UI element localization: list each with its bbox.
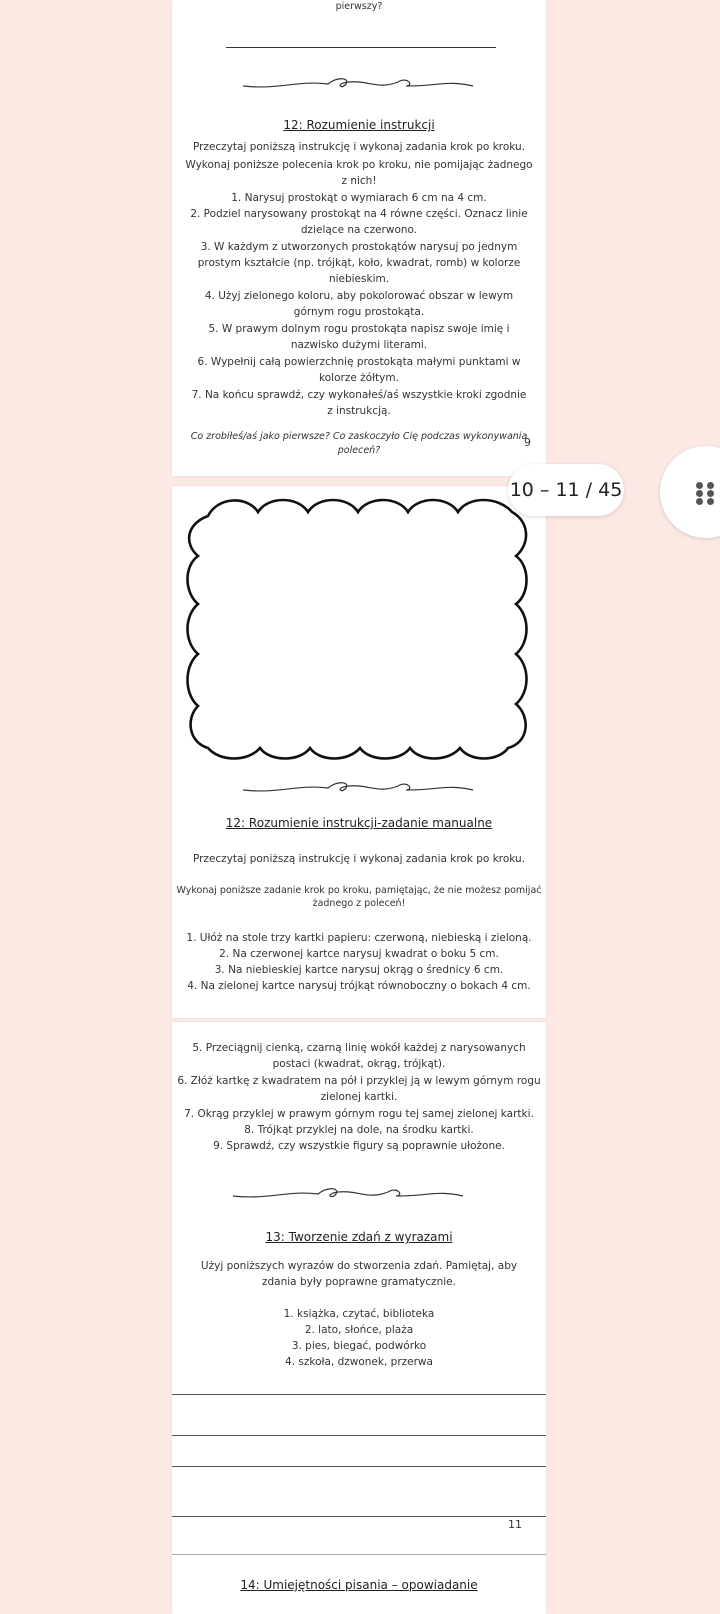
word-set-2: 2. lato, słońce, plaża: [304, 1324, 414, 1336]
step-2: 2. Podziel narysowany prostokąt na 4 równe części. Oznacz linie: [190, 208, 528, 220]
page-11: [172, 486, 546, 1018]
page-indicator-label: 10 – 11 / 45: [509, 479, 623, 501]
decorative-divider: [228, 1182, 468, 1206]
writing-line: [172, 1394, 546, 1395]
manual-step-1: 1. Ułóż na stole trzy kartki papieru: czerwoną, niebieską i zieloną.: [186, 932, 532, 944]
manual-step-8: 8. Trójkąt przyklej na dole, na środku kartki.: [244, 1124, 474, 1136]
page-number: 11: [508, 1518, 522, 1531]
page-indicator: [508, 464, 624, 516]
instruction-intro: Przeczytaj poniższą instrukcję i wykonaj zadania krok po kroku.: [192, 141, 526, 153]
word-set-1: 1. książka, czytać, biblioteka: [283, 1308, 435, 1320]
page-separator: [172, 1554, 546, 1555]
step-3: 3. W każdym z utworzonych prostokątów narysuj po jednym: [200, 241, 518, 253]
instruction-note: Wykonaj poniższe zadanie krok po kroku, pamiętając, że nie możesz pomijać: [176, 885, 542, 896]
section-heading: 12: Rozumienie instrukcji: [283, 118, 435, 132]
manual-step-7: 7. Okrąg przyklej w prawym górnym rogu tej samej zielonej kartki.: [184, 1108, 534, 1120]
step-6-cont: kolorze żółtym.: [319, 372, 399, 384]
instruction-intro: Przeczytaj poniższą instrukcję i wykonaj zadania krok po kroku.: [192, 853, 526, 865]
cloud-frame: [178, 494, 532, 764]
step-4: 4. Użyj zielonego koloru, aby pokolorować obszar w lewym: [204, 290, 514, 302]
grid-dots-icon: [696, 482, 718, 504]
manual-step-4: 4. Na zielonej kartce narysuj trójkąt równoboczny o bokach 4 cm.: [187, 980, 531, 992]
word-set-3: 3. pies, biegać, podwórko: [291, 1340, 427, 1352]
task-intro-cont: zdania były poprawne gramatycznie.: [262, 1276, 456, 1288]
step-5: 5. W prawym dolnym rogu prostokąta napisz swoje imię i: [208, 323, 510, 335]
step-2-cont: dzielące na czerwono.: [300, 224, 418, 236]
manual-step-5: 5. Przeciągnij cienką, czarną linię wokół każdej z narysowanych: [192, 1042, 526, 1054]
reflection-question: Co zrobiłeś/aś jako pierwsze? Co zaskoczyło Cię podczas wykonywania: [190, 431, 528, 442]
instruction-note-cont: z nich!: [341, 175, 377, 187]
manual-step-6-cont: zielonej kartki.: [320, 1091, 398, 1103]
decorative-divider: [238, 72, 478, 96]
step-4-cont: górnym rogu prostokąta.: [293, 306, 425, 318]
section-heading-14: 14: Umiejętności pisania – opowiadanie: [240, 1578, 478, 1592]
manual-step-6: 6. Złóż kartkę z kwadratem na pół i przyklej ją w lewym górnym rogu: [177, 1075, 541, 1087]
step-3-cont: prostym kształcie (np. trójkąt, koło, kwadrat, romb) w kolorze: [197, 257, 521, 269]
manual-step-9: 9. Sprawdź, czy wszystkie figury są poprawnie ułożone.: [213, 1140, 505, 1152]
instruction-note: Wykonaj poniższe polecenia krok po kroku, nie pomijając żadnego: [185, 159, 533, 171]
manual-step-3: 3. Na niebieskiej kartce narysuj okrąg o średnicy 6 cm.: [214, 964, 504, 976]
manual-step-5-cont: postaci (kwadrat, okrąg, trójkąt).: [272, 1058, 446, 1070]
step-7-cont: z instrukcją.: [327, 405, 391, 417]
step-7: 7. Na końcu sprawdź, czy wykonałeś/aś wszystkie kroki zgodnie: [191, 389, 527, 401]
writing-line: [172, 1516, 546, 1517]
step-1: 1. Narysuj prostokąt o wymiarach 6 cm na 4 cm.: [231, 192, 487, 204]
answer-line: [226, 47, 496, 48]
section-heading: 12: Rozumienie instrukcji-zadanie manualne: [225, 816, 493, 830]
manual-step-2: 2. Na czerwonej kartce narysuj kwadrat o boku 5 cm.: [219, 948, 499, 960]
section-heading-13: 13: Tworzenie zdań z wyrazami: [265, 1230, 453, 1244]
step-6: 6. Wypełnij całą powierzchnię prostokąta małymi punktami w: [197, 356, 521, 368]
overlap-digit: 9: [524, 436, 531, 449]
step-3-cont2: niebieskim.: [328, 273, 390, 285]
page-11-continued: [172, 1022, 546, 1614]
word-set-4: 4. szkoła, dzwonek, przerwa: [285, 1356, 433, 1368]
writing-line: [172, 1435, 546, 1436]
page-10: [172, 0, 546, 476]
question-fragment: pierwszy?: [335, 1, 383, 12]
writing-line: [172, 1466, 546, 1467]
reflection-question-cont: poleceń?: [337, 445, 381, 456]
decorative-divider: [238, 776, 478, 800]
page-grid-button[interactable]: [660, 446, 720, 538]
task-intro: Użyj poniższych wyrazów do stworzenia zdań. Pamiętaj, aby: [200, 1260, 518, 1272]
instruction-note-cont: żadnego z poleceń!: [312, 898, 406, 909]
step-5-cont: nazwisko dużymi literami.: [290, 339, 428, 351]
